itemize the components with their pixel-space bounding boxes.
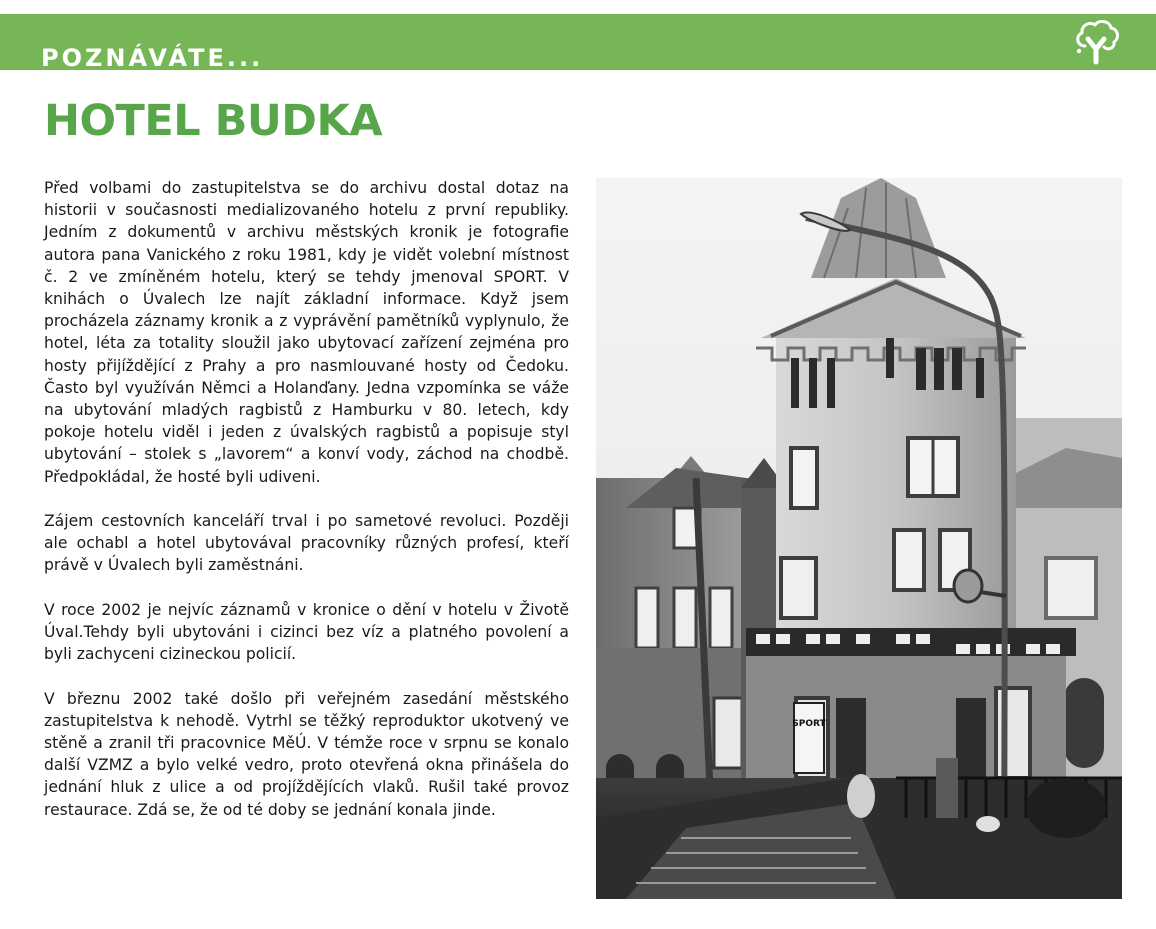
article-paragraph: V roce 2002 je nejvíc záznamů v kronice o dění v hotelu v Životě Úval.Tehdy byli ubytováni i cizinci bez víz a platného povolení a byli zachyceni cizineckou policií. <box>44 600 569 664</box>
tree-y-logo-icon <box>1071 16 1123 68</box>
section-kicker: POZNÁVÁTE... <box>41 44 264 70</box>
section-header-bar <box>0 14 1156 70</box>
article-paragraph: V březnu 2002 také došlo při veřejném zasedání městského zastupitelstva k nehodě. Vytrhl se těžký reproduktor ukotvený ve stěně a zranil tři pracovnice MěÚ. V témže roce v srpnu se konalo další VZMZ a bylo velké vedro, proto otevřená okna přinášela do jednání hluk z ulice a od projíždějících vlaků. Rušil také provoz restaurace. Zdá se, že od té doby se jednání konala jinde. <box>44 689 569 819</box>
article-paragraph: Zájem cestovních kanceláří trval i po sametové revoluci. Později ale ochabl a hotel ubytovával pracovníky různých profesí, kteří právě v Úvalech byli zaměstnáni. <box>44 512 569 575</box>
hotel-photo-image <box>596 178 1122 899</box>
hotel-photo <box>596 178 1122 899</box>
hotel-sign-text: SPORT <box>792 719 826 729</box>
article-paragraph: Před volbami do zastupitelstva se do archivu dostal dotaz na historii v současnosti medializovaného hotelu z první republiky. Jedním z dokumentů v archivu městských kronik je fotografie autora pana Vanického z roku 1981, kdy je vidět volební místnost č. 2 ve zmíněném hotelu, který se tehdy jmenoval SPORT. V knihách o Úvalech lze najít základní informace. Když jsem procházela záznamy kronik a z vyprávění pamětníků vyplynulo, že hotel, léta za totality sloužil jako ubytovací zařízení zejména pro hosty přijíždějící z Prahy a pro nasmlouvané hosty od Čedoku. Často byl využíván Němci a Holanďany. Jedna vzpomínka se váže na ubytování mladých ragbistů z Hamburku v 80. letech, kdy pokoje hotelu viděl i jeden z úvalských ragbistů a popisuje styl ubytování – stolek s „lavorem“ a konví vody, záchod na chodbě. Předpokládal, že hosté byli udiveni. <box>44 179 569 486</box>
page-title: HOTEL BUDKA <box>44 96 383 146</box>
article-body <box>44 177 569 843</box>
